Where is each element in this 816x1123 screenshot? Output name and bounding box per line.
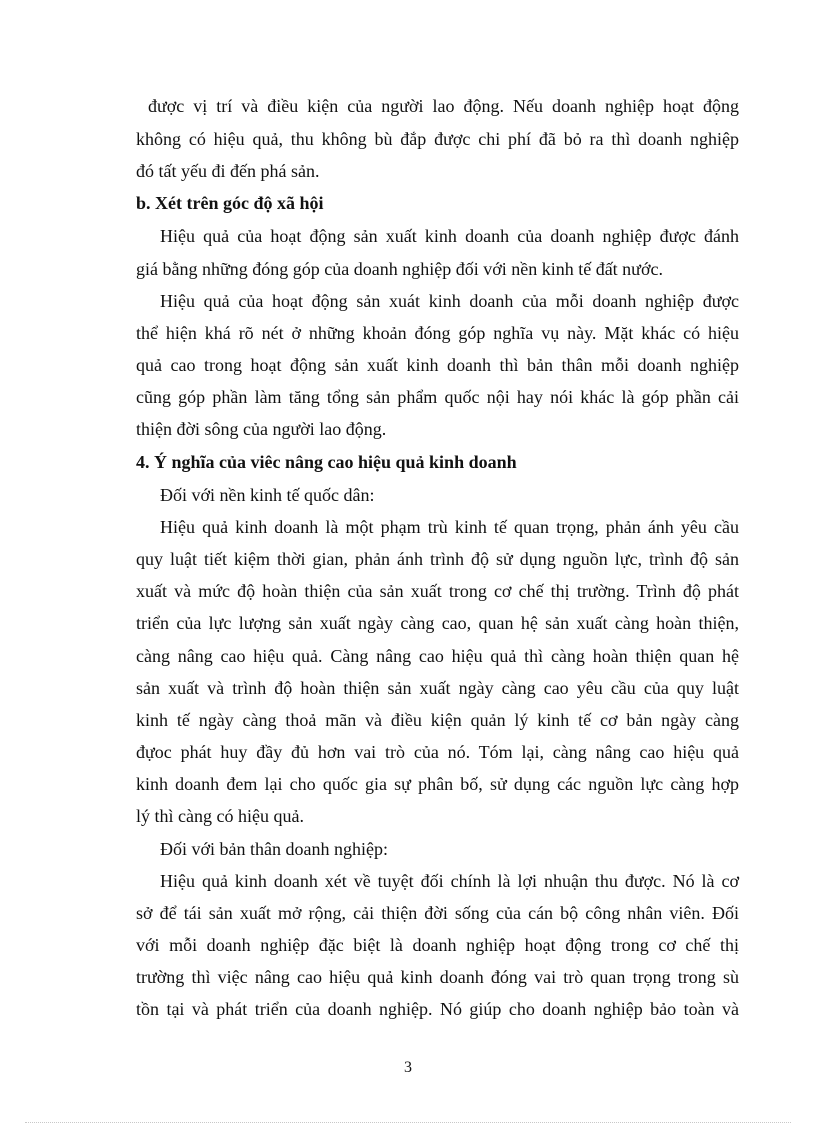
text-line: thể hiện khá rõ nét ở những khoản đóng góp nghĩa vụ này. Mặt khác có hiệu (136, 323, 739, 343)
text-line: không có hiệu quả, thu không bù đắp được chi phí đã bỏ ra thì doanh nghiệp (136, 129, 739, 149)
section-heading: b. Xét trên góc độ xã hội (136, 193, 324, 213)
text-line: sản xuất và trình độ hoàn thiện sản xuất ngày càng cao yêu cầu của quy luật (136, 678, 739, 698)
text-line: thiện đời sông của người lao động. (136, 419, 387, 439)
text-line: kinh tế ngày càng thoả mãn và điều kiện quản lý kinh tế cơ bản ngày càng (136, 710, 739, 730)
text-line: kinh doanh đem lại cho quốc gia sự phân bố, sử dụng các nguồn lực càng hợp (136, 774, 739, 794)
section-heading: 4. Ý nghĩa của viêc nâng cao hiệu quả kinh doanh (136, 452, 517, 472)
text-line: triển của lực lượng sản xuất ngày càng cao, quan hệ sản xuất càng hoàn thiện, (136, 613, 739, 633)
text-line: đựoc phát huy đầy đủ hơn vai trò của nó. Tóm lại, càng nâng cao hiệu quả (136, 742, 739, 762)
text-line: sở để tái sản xuất mở rộng, cải thiện đời sống của cán bộ công nhân viên. Đối (136, 903, 739, 923)
text-line: xuất và mức độ hoàn thiện của sản xuất trong cơ chế thị trường. Trình độ phát (136, 581, 739, 601)
text-line: quy luật tiết kiệm thời gian, phản ánh trình độ sử dụng nguồn lực, trình độ sản (136, 549, 739, 569)
text-line: với mỗi doanh nghiệp đặc biệt là doanh nghiệp hoạt động trong cơ chế thị (136, 935, 739, 955)
text-line: giá bằng những đóng góp của doanh nghiệp đối với nền kinh tế đất nước. (136, 259, 663, 279)
text-line: quả cao trong hoạt động sản xuất kinh doanh thì bản thân mỗi doanh nghiệp (136, 355, 739, 375)
text-line: đó tất yếu đi đến phá sản. (136, 161, 320, 181)
text-line: Đối với bản thân doanh nghiệp: (160, 839, 388, 859)
text-line: được vị trí và điều kiện của người lao động. Nếu doanh nghiệp hoạt động (148, 96, 739, 116)
text-line: tồn tại và phát triển của doanh nghiệp. Nó giúp cho doanh nghiệp bảo toàn và (136, 999, 739, 1019)
text-line: Hiệu quả kinh doanh xét về tuyệt đối chính là lợi nhuận thu được. Nó là cơ (160, 871, 739, 891)
text-line: càng nâng cao hiệu quả. Càng nâng cao hiệu quả thì càng hoàn thiện quan hệ (136, 646, 739, 666)
text-line: trường thì việc nâng cao hiệu quả kinh doanh đóng vai trò quan trọng trong sù (136, 967, 739, 987)
text-line: Hiệu quả của hoạt động sản xuất kinh doanh của doanh nghiệp được đánh (160, 226, 739, 246)
text-line: Hiệu quả kinh doanh là một phạm trù kinh tế quan trọng, phản ánh yêu cầu (160, 517, 739, 537)
text-line: cũng góp phần làm tăng tổng sản phẩm quốc nội hay nói khác là góp phần cải (136, 387, 739, 407)
text-line: lý thì càng có hiệu quả. (136, 806, 304, 826)
text-line: Hiệu quả của hoạt động sản xuát kinh doanh của mỗi doanh nghiệp được (160, 291, 739, 311)
page-number: 3 (404, 1059, 412, 1076)
text-line: Đối với nền kinh tế quốc dân: (160, 485, 375, 505)
